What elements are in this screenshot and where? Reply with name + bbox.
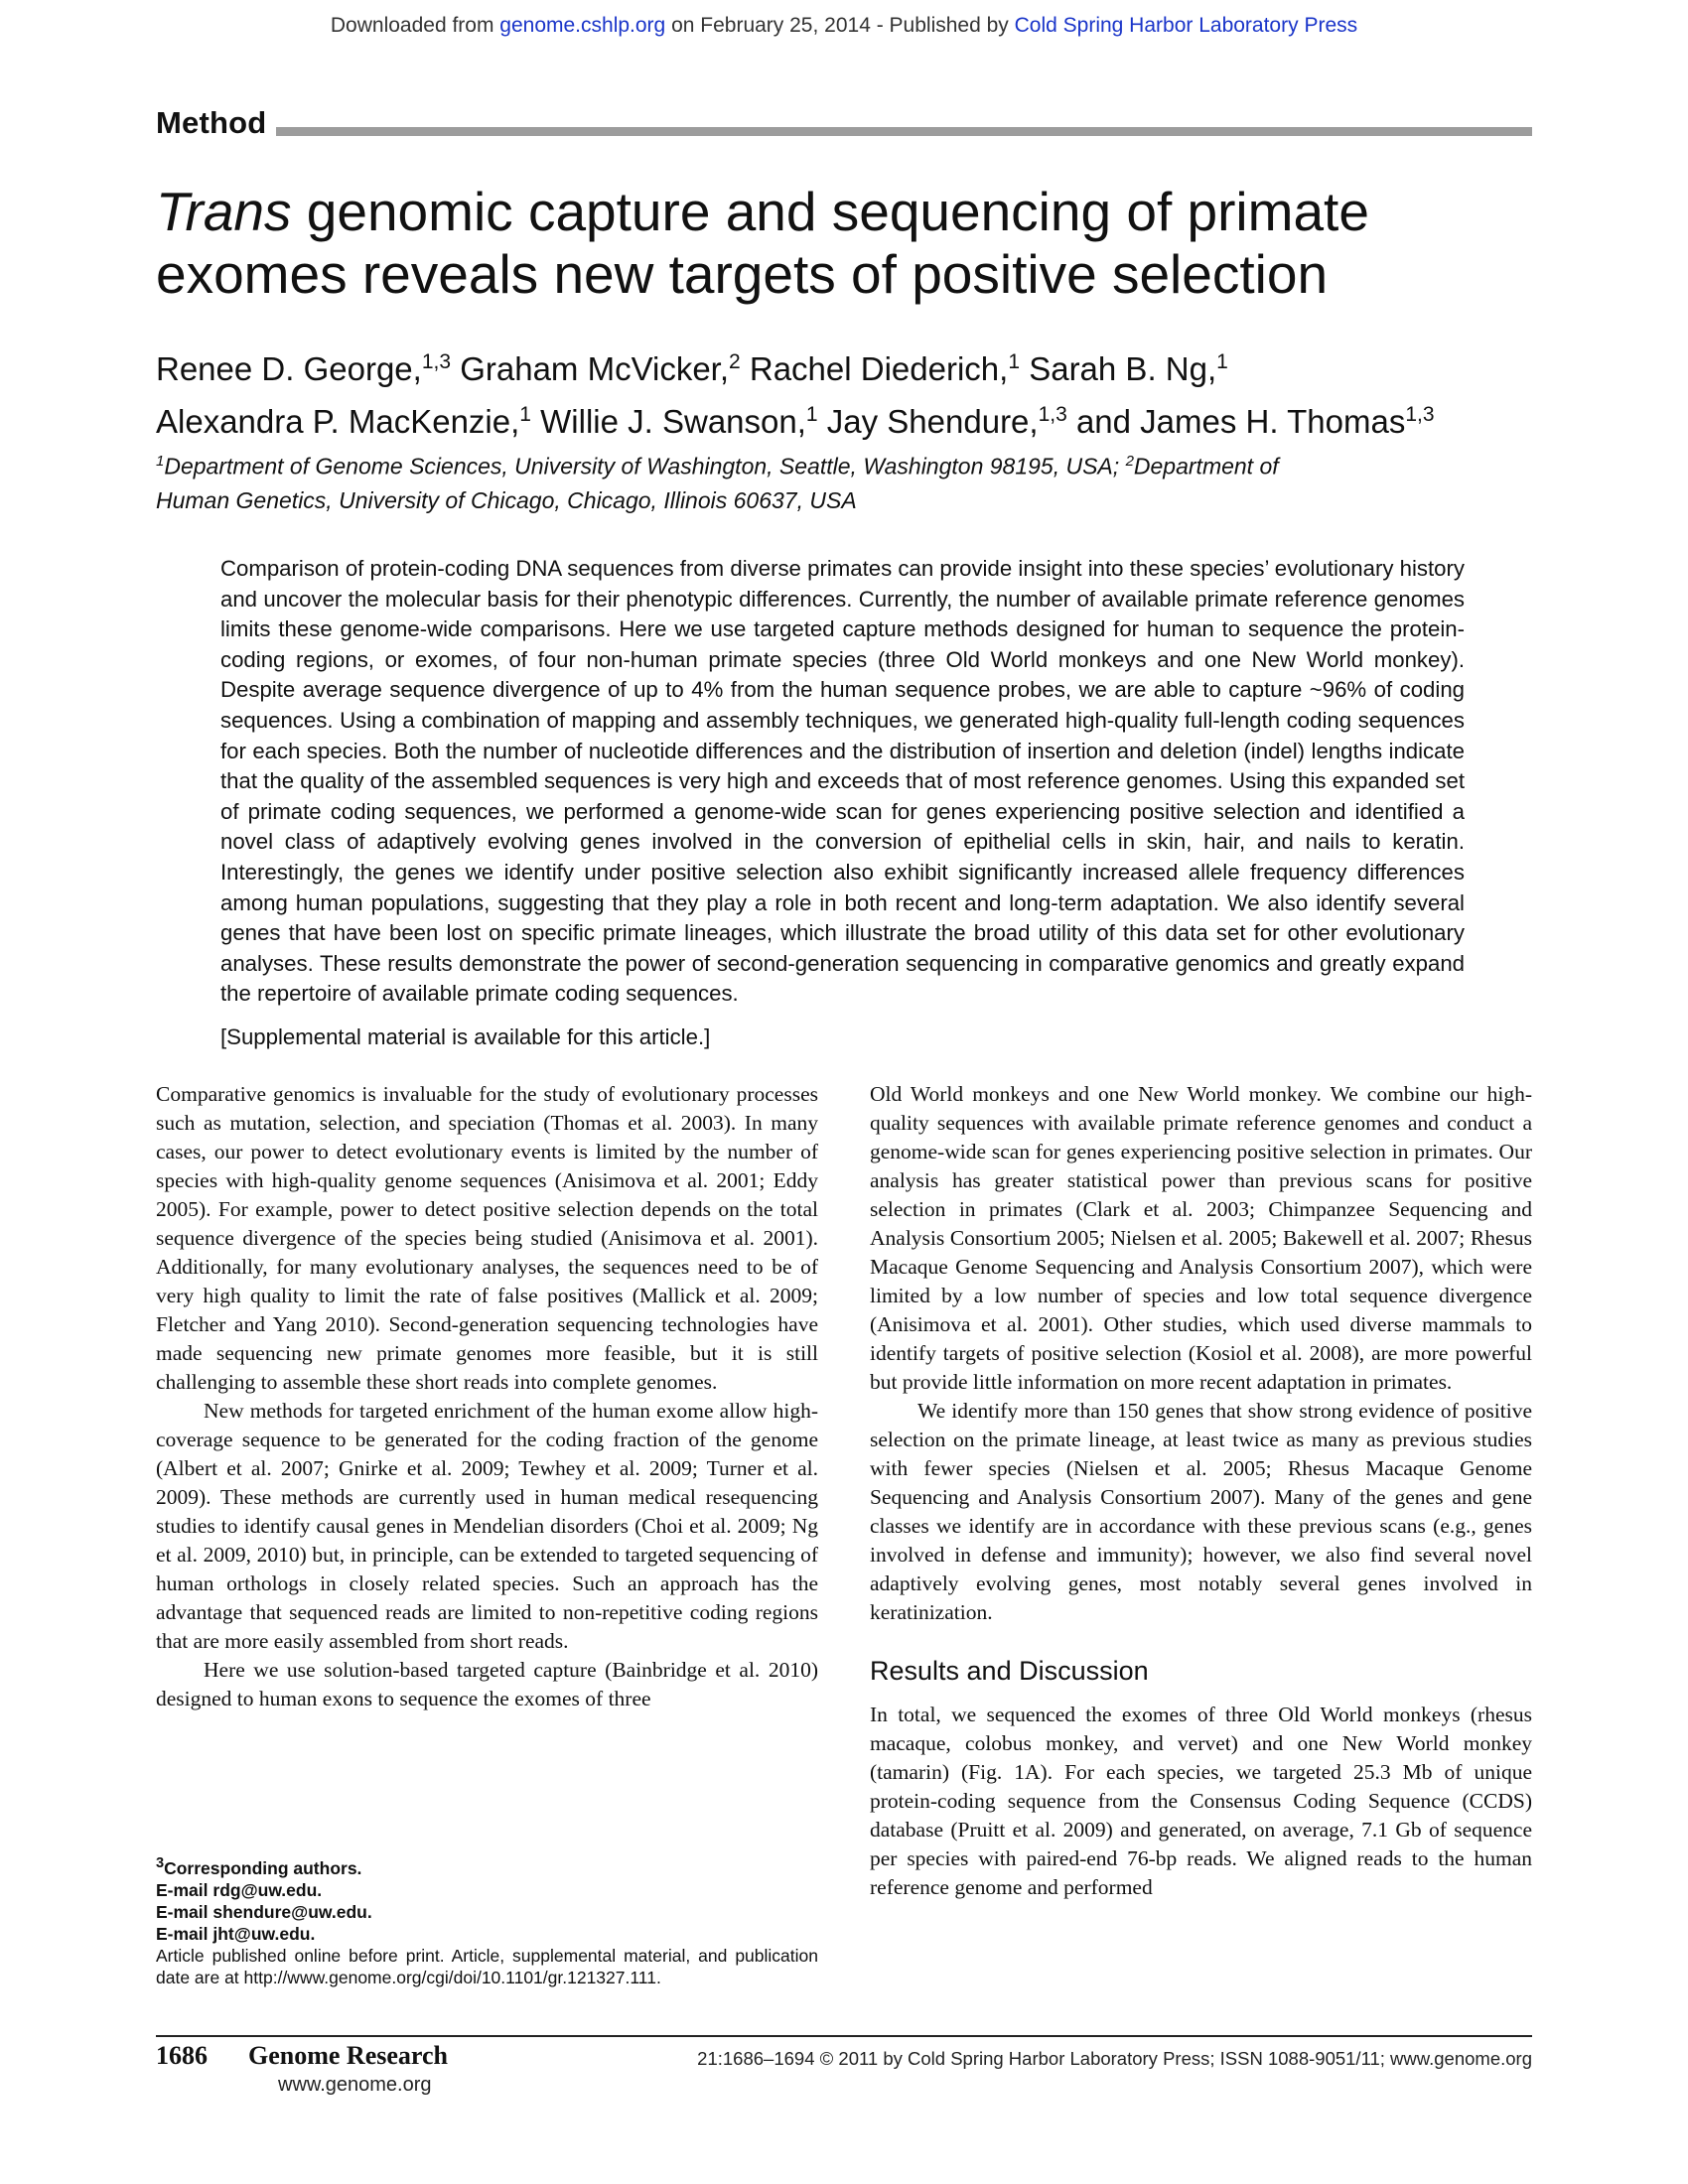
- body-paragraph: Here we use solution-based targeted capture (Bainbridge et al. 2010) designed to human exons to sequence the exomes of three: [156, 1658, 818, 1710]
- section-heading: Results and Discussion: [870, 1656, 1149, 1686]
- publisher-link[interactable]: Cold Spring Harbor Laboratory Press: [1014, 14, 1358, 37]
- section-rule: [276, 127, 1532, 136]
- site-link[interactable]: genome.cshlp.org: [499, 14, 666, 37]
- download-prefix: Downloaded from: [330, 14, 500, 37]
- email-line: E-mail rdg@uw.edu.: [156, 1879, 323, 1900]
- body-paragraph: Comparative genomics is invaluable for the study of evolutionary processes such as mutation, selection, and speciation (Thomas et al. 2003). In many cases, our power to detect evolutionary events is limited by the number of species with high-quality genome sequences (Anisimova et al. 2001; Eddy 2005). For example, power to detect positive selection depends on the total sequence divergence of the species being studied (Anisimova et al. 2001). Additionally, for many evolutionary analyses, the sequences need to be of very high quality to limit the rate of false positives (Mallick et al. 2009; Fletcher and Yang 2010). Second-generation sequencing technologies have made sequencing new primate genomes more feasible, but it is still challenging to assemble these short reads into complete genomes.: [156, 1082, 818, 1394]
- email-line: E-mail jht@uw.edu.: [156, 1923, 316, 1944]
- footnote: [156, 1852, 818, 1988]
- author: and James H. Thomas$^{1,3}$: [1075, 403, 1435, 440]
- author: Willie J. Swanson,$^1$: [540, 403, 818, 440]
- title-line2: exomes reveals new targets of positive selection: [156, 243, 1329, 305]
- footer-rule: [156, 2035, 1532, 2037]
- affiliation-1: Department of Genome Sciences, University of Washington, Seattle, Washington 98195, USA;: [164, 453, 1126, 479]
- article-title: [156, 181, 1546, 306]
- affil-marker-2: 2: [1125, 453, 1134, 470]
- author: Jay Shendure,$^{1,3}$: [826, 403, 1067, 440]
- corresponding-label: Corresponding authors.: [164, 1857, 362, 1878]
- body-column-right: [870, 1080, 1532, 1902]
- body-paragraph: New methods for targeted enrichment of the human exome allow high-coverage sequence to be generated for the coding fraction of the genome (Albert et al. 2007; Gnirke et al. 2009; Tewhey et al. 2009; Turner et al. 2009). These methods are currently used in human medical resequencing studies to identify causal genes in Mendelian disorders (Choi et al. 2009; Ng et al. 2009, 2010) but, in principle, can be extended to targeted sequencing of human orthologs in closely related species. Such an approach has the advantage that sequenced reads are limited to non-repetitive coding regions that are more easily assembled from short reads.: [156, 1399, 818, 1653]
- body-paragraph: We identify more than 150 genes that show strong evidence of positive selection on the primate lineage, at least twice as many as previous studies with fewer species (Nielsen et al. 2005; Rhesus Macaque Genome Sequencing and Analysis Consortium 2007). Many of the genes and gene classes we identify are in accordance with these previous scans (e.g., genes involved in defense and immunity); however, we also find several novel adaptively evolving genes, most notably several genes involved in keratinization.: [870, 1399, 1532, 1624]
- author: Sarah B. Ng,$^1$: [1029, 350, 1228, 387]
- affiliations: [156, 445, 1347, 517]
- author-list: [156, 340, 1546, 445]
- affiliation-2: Department of Human Genetics, University of Chicago, Chicago, Illinois 60637, USA: [156, 453, 1279, 513]
- title-line1: genomic capture and sequencing of primate: [291, 181, 1369, 242]
- author: Renee D. George,$^{1,3}$: [156, 350, 452, 387]
- publication-note: Article published online before print. Article, supplemental material, and publication date are at http://www.genome.org/cgi/doi/10.1101/gr.121327.111.: [156, 1945, 818, 1987]
- body-column-left: [156, 1080, 818, 1713]
- journal-url: www.genome.org: [278, 2074, 432, 2096]
- author: Alexandra P. MacKenzie,$^1$: [156, 403, 531, 440]
- download-middle: on February 25, 2014 - Published by: [665, 14, 1015, 37]
- abstract: Comparison of protein-coding DNA sequences from diverse primates can provide insight into these species’ evolutionary history and uncover the molecular basis for their phenotypic differences. Currently, the number of available primate reference genomes limits these genome-wide comparisons. Here we use targeted capture methods designed for human to sequence the protein-coding regions, or exomes, of four non-human primate species (three Old World monkeys and one New World monkey). Despite average sequence divergence of up to 4% from the human sequence probes, we are able to capture ~96% of coding sequences. Using a combination of mapping and assembly techniques, we generated high-quality full-length coding sequences for each species. Both the number of nucleotide differences and the distribution of insertion and deletion (indel) lengths indicate that the quality of the assembled sequences is very high and exceeds that of most reference genomes. Using this expanded set of primate coding sequences, we performed a genome-wide scan for genes experiencing positive selection and identified a novel class of adaptively evolving genes involved in the conversion of epithelial cells in skin, hair, and nails to keratin. Interestingly, the genes we identify under positive selection also exhibit significantly increased allele frequency differences among human populations, suggesting that they play a role in both recent and long-term adaptation. We also identify several genes that have been lost on specific primate lineages, which illustrate the broad utility of this data set for other evolutionary analyses. These results demonstrate the power of second-generation sequencing in comparative genomics and greatly expand the repertoire of available primate coding sequences.: [220, 556, 1465, 1007]
- body-paragraph: In total, we sequenced the exomes of three Old World monkeys (rhesus macaque, colobus monkey, and vervet) and one New World monkey (tamarin) (Fig. 1A). For each species, we targeted 25.3 Mb of unique protein-coding sequence from the Consensus Coding Sequence (CCDS) database (Pruitt et al. 2009) and generated, on average, 7.1 Gb of sequence per species with paired-end 76-bp reads. We aligned reads to the human reference genome and performed: [870, 1703, 1532, 1899]
- title-italic-word: Trans: [156, 181, 292, 242]
- author: Rachel Diederich,$^1$: [749, 350, 1021, 387]
- citation-line: 21:1686–1694 © 2011 by Cold Spring Harbor Laboratory Press; ISSN 1088-9051/11; www.genome.org: [697, 2048, 1532, 2069]
- download-header: [0, 14, 1688, 38]
- corr-marker: 3: [156, 1855, 165, 1871]
- author: Graham McVicker,$^2$: [460, 350, 741, 387]
- affil-marker-1: 1: [156, 453, 165, 470]
- email-line: E-mail shendure@uw.edu.: [156, 1901, 372, 1922]
- body-paragraph: Old World monkeys and one New World monkey. We combine our high-quality sequences with available primate reference genomes and conduct a genome-wide scan for genes experiencing positive selection in primates. Our analysis has greater statistical power than previous scans for positive selection in primates (Clark et al. 2003; Chimpanzee Sequencing and Analysis Consortium 2005; Nielsen et al. 2005; Bakewell et al. 2007; Rhesus Macaque Genome Sequencing and Analysis Consortium 2007), which were limited by a low number of species and low total sequence divergence (Anisimova et al. 2001). Other studies, which used diverse mammals to identify targets of positive selection (Kosiol et al. 2008), are more powerful but provide little information on more recent adaptation in primates.: [870, 1082, 1532, 1394]
- section-label: Method: [156, 105, 267, 140]
- supplemental-note: [Supplemental material is available for this article.]: [220, 1024, 711, 1049]
- page-number: 1686: [156, 2041, 208, 2070]
- journal-name: Genome Research: [248, 2041, 448, 2070]
